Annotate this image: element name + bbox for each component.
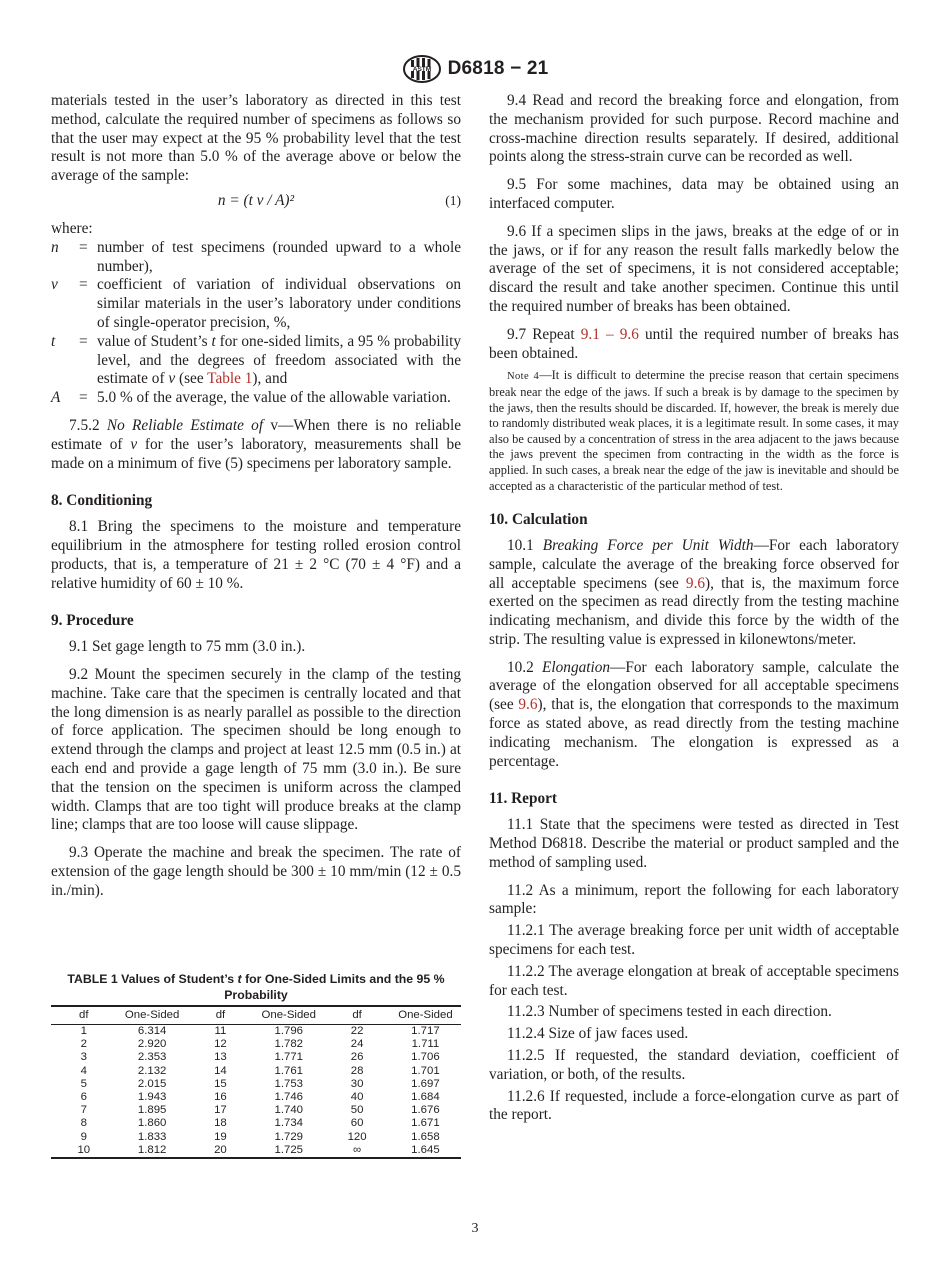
- df-cell: 4: [80, 1064, 87, 1077]
- df-cell: 16: [214, 1091, 227, 1104]
- df-cell: 19: [214, 1130, 227, 1143]
- df-cell: 1: [80, 1025, 87, 1037]
- one-sided-value-cell: 1.833: [137, 1130, 167, 1143]
- definition-a: A = 5.0 % of the average, the value of the allowable variation.: [51, 389, 451, 407]
- table-row: [51, 1117, 461, 1130]
- one-sided-value-cell: 2.353: [137, 1051, 167, 1064]
- df-cell: ∞: [353, 1143, 362, 1156]
- section-9-3: 9.3 Operate the machine and break the specimen. The rate of extension of the gage length should be 300 ± 10 mm/min (12 ± 0.5 in./min).: [51, 844, 461, 899]
- one-sided-value-cell: 1.725: [274, 1143, 304, 1156]
- page-header: [0, 52, 950, 86]
- df-cell: 30: [350, 1077, 364, 1090]
- heading-procedure: 9. Procedure: [51, 612, 134, 630]
- df-cell: 22: [350, 1025, 364, 1037]
- df-cell: 120: [347, 1130, 367, 1143]
- section-11-2: 11.2 As a minimum, report the following for each laboratory sample:: [489, 881, 899, 918]
- right-column: [489, 92, 899, 1125]
- section-11-2-5: 11.2.5 If requested, the standard deviation, coefficient of variation, or both, of the results.: [489, 1047, 899, 1083]
- section-11-2-4: 11.2.4 Size of jaw faces used.: [507, 1025, 689, 1043]
- one-sided-value-cell: 1.895: [137, 1104, 167, 1117]
- col-header-one-sided: One-Sided: [261, 1009, 316, 1021]
- one-sided-value-cell: 1.943: [137, 1091, 167, 1104]
- one-sided-value-cell: 1.771: [274, 1051, 304, 1064]
- section-9-1: 9.1 Set gage length to 75 mm (3.0 in.).: [69, 638, 306, 656]
- one-sided-value-cell: 1.717: [411, 1025, 440, 1037]
- df-cell: 50: [350, 1104, 364, 1117]
- page-number: 3: [471, 1221, 479, 1236]
- definition-t: t = value of Student’s t for one-sided limits, a 95 % probability level, and the degrees of freedom associated with the estimate of v (see Table 1), and: [51, 332, 461, 388]
- section-9-6-link[interactable]: 9.6: [685, 574, 706, 592]
- col-header-df: df: [79, 1009, 89, 1021]
- section-9-6: 9.6 If a specimen slips in the jaws, breaks at the edge of or in the jaws, or if for any reason the result falls markedly below the average of the set of specimens, it is not considered acceptable; discard the result and take another specimen. Continue this until the required number of breaks has been obtained.: [489, 222, 899, 315]
- df-cell: 7: [80, 1104, 87, 1117]
- one-sided-value-cell: 1.740: [274, 1104, 304, 1117]
- one-sided-value-cell: 1.658: [411, 1130, 440, 1143]
- df-cell: 26: [350, 1051, 364, 1064]
- section-8-1: 8.1 Bring the specimens to the moisture and temperature equilibrium in the atmosphere for testing rolled erosion control products, that is, a temperature of 21 ± 2 °C (70 ± 4 °F) and a relative humidity of 60 ± 10 %.: [51, 518, 461, 592]
- col-header-one-sided: One-Sided: [398, 1009, 453, 1021]
- one-sided-value-cell: 1.671: [411, 1117, 440, 1130]
- col-header-one-sided: One-Sided: [124, 1009, 180, 1021]
- one-sided-value-cell: 6.314: [137, 1025, 167, 1037]
- equation-text: n = (t v / A)²: [217, 191, 295, 209]
- table-1-link[interactable]: Table 1: [207, 370, 253, 388]
- df-cell: 11: [214, 1025, 227, 1037]
- one-sided-value-cell: 1.796: [274, 1025, 304, 1037]
- df-cell: 28: [350, 1064, 364, 1077]
- svg-text:ASTM: ASTM: [412, 66, 431, 73]
- df-cell: 12: [214, 1038, 227, 1051]
- where-label: where:: [51, 219, 93, 237]
- one-sided-value-cell: 2.132: [137, 1064, 167, 1077]
- df-cell: 3: [80, 1051, 87, 1064]
- one-sided-value-cell: 2.920: [137, 1038, 167, 1051]
- section-9-1-9-6-link[interactable]: 9.1 – 9.6: [580, 325, 639, 343]
- intro-paragraph: materials tested in the user’s laboratory as directed in this test method, calculate the required number of specimens as follows so that the user may expect at the 95 % probability level that the test result is not more than 5.0 % of the average above or below the average of the sample:: [51, 92, 461, 185]
- equation-number: (1): [445, 192, 461, 208]
- one-sided-value-cell: 1.697: [411, 1077, 440, 1090]
- one-sided-value-cell: 1.729: [274, 1130, 304, 1143]
- df-cell: 13: [214, 1051, 227, 1064]
- one-sided-value-cell: 1.782: [274, 1038, 304, 1051]
- df-cell: 2: [80, 1038, 87, 1051]
- one-sided-value-cell: 1.860: [137, 1117, 167, 1130]
- definition-v: v = coefficient of variation of individual observations on similar materials in the user’s laboratory under conditions of single-operator precision, %,: [51, 276, 461, 331]
- document-id: D6818 − 21: [447, 58, 549, 79]
- table-header-row: [51, 1006, 461, 1025]
- one-sided-value-cell: 1.706: [411, 1051, 440, 1064]
- one-sided-value-cell: 1.746: [274, 1091, 304, 1104]
- section-9-5: 9.5 For some machines, data may be obtained using an interfaced computer.: [489, 176, 899, 212]
- df-cell: 10: [77, 1143, 91, 1156]
- left-column: [51, 92, 461, 900]
- one-sided-value-cell: 1.812: [137, 1143, 167, 1156]
- table-row: [51, 1025, 461, 1039]
- one-sided-value-cell: 1.645: [411, 1143, 440, 1156]
- one-sided-value-cell: 1.676: [411, 1104, 440, 1117]
- one-sided-value-cell: 1.734: [274, 1117, 304, 1130]
- df-cell: 14: [214, 1064, 227, 1077]
- df-cell: 20: [214, 1143, 227, 1156]
- table-row: [51, 1078, 461, 1091]
- one-sided-value-cell: 2.015: [137, 1077, 167, 1090]
- df-cell: 24: [350, 1038, 364, 1051]
- df-cell: 15: [214, 1077, 227, 1090]
- section-11-2-1: 11.2.1 The average breaking force per unit width of acceptable specimens for each test.: [489, 922, 899, 959]
- table-row: [51, 1051, 461, 1064]
- heading-calculation: 10. Calculation: [489, 511, 588, 529]
- section-9-2: 9.2 Mount the specimen securely in the clamp of the testing machine. Take care that the specimen is centrally located and that the long dimension is as nearly parallel as possible to the direction of force application. The specimen should be long enough to extend through the clamps and project at least 12.5 mm (0.5 in.) at each end and provide a gage length of 75 mm (3.0 in.). Be sure that the tension on the specimen is uniform across the clamped width. Clamps that are too tight will produce breaks at the clamp line; clamps that are too loose will cause slippage.: [51, 665, 461, 834]
- section-9-6-link[interactable]: 9.6: [518, 696, 538, 714]
- section-11-2-6: 11.2.6 If requested, include a force-elongation curve as part of the report.: [489, 1087, 899, 1124]
- note-4: Note 4—It is difficult to determine the precise reason that certain specimens break near the edge of the jaws. If such a break is by damage to the specimen by the jaws, then the results should be discarded. If, however, the break is merely due to randomly distributed weak places, it is a legitimate result. In some cases, it may also be caused by a concentration of stress in the area adjacent to the jaws because the jaws prevent the specimen from contracting in the width as the force is applied. In such cases, a break near the edge of the jaw is inevitable and should be accepted as a characteristic of the particular method of test.: [489, 368, 899, 493]
- table-row: [51, 1038, 461, 1051]
- heading-report: 11. Report: [489, 790, 557, 808]
- one-sided-value-cell: 1.684: [411, 1091, 440, 1104]
- section-10-1: 10.1 Breaking Force per Unit Width—For each laboratory sample, calculate the average of the breaking force observed for all acceptable specimens (see 9.6), that is, the maximum force exerted on the specimen as read directly from the testing machine indicating mechanism, and divide this force by the width of the strip. The resulting value is expressed in kilonewtons/meter.: [489, 536, 900, 648]
- table-row: [51, 1091, 461, 1104]
- table-row: [51, 1104, 461, 1117]
- one-sided-value-cell: 1.701: [411, 1064, 440, 1077]
- table-1-title: TABLE 1 Values of Student’s t for One-Sided Limits and the 95 % Probability: [67, 972, 445, 1002]
- df-cell: 5: [80, 1077, 87, 1090]
- table-row: [51, 1131, 461, 1144]
- section-11-1: 11.1 State that the specimens were tested as directed in Test Method D6818. Describe the material or product sampled and the method of sampling used.: [489, 816, 899, 871]
- one-sided-value-cell: 1.753: [274, 1077, 304, 1090]
- section-7-5-2: 7.5.2 No Reliable Estimate of v—When there is no reliable estimate of v for the user’s laboratory, measurements shall be made on a minimum of five (5) specimens per laboratory sample.: [51, 416, 461, 472]
- df-cell: 60: [350, 1117, 364, 1130]
- equation-1: [51, 192, 461, 214]
- student-t-table: [51, 1005, 461, 1159]
- table-1: [51, 972, 461, 1159]
- df-cell: 9: [80, 1130, 87, 1143]
- table-row: [51, 1144, 461, 1158]
- table-body: [51, 1025, 461, 1159]
- df-cell: 6: [80, 1091, 87, 1104]
- df-cell: 8: [80, 1117, 87, 1130]
- df-cell: 17: [214, 1104, 227, 1117]
- astm-logo-icon: [402, 54, 442, 84]
- section-9-4: 9.4 Read and record the breaking force and elongation, from the mechanism provided for such purpose. Record machine and cross-machine direction results separately. If desired, additional points along the stress-strain curve can be recorded as well.: [489, 92, 899, 166]
- section-10-2: 10.2 Elongation—For each laboratory sample, calculate the average of the elongation observed for all acceptable specimens (see 9.6), that is, the elongation that corresponds to the maximum force as stated above, as read directly from the testing machine indicating mechanism. The elongation is expressed as a percentage.: [489, 658, 900, 770]
- one-sided-value-cell: 1.761: [274, 1064, 304, 1077]
- col-header-df: df: [215, 1009, 226, 1021]
- section-11-2-2: 11.2.2 The average elongation at break of acceptable specimens for each test.: [489, 962, 899, 999]
- table-row: [51, 1065, 461, 1078]
- df-cell: 40: [350, 1091, 364, 1104]
- one-sided-value-cell: 1.711: [411, 1038, 440, 1051]
- definition-n: n = number of test specimens (rounded upward to a whole number),: [51, 238, 461, 275]
- section-11-2-3: 11.2.3 Number of specimens tested in each direction.: [507, 1003, 832, 1021]
- heading-conditioning: 8. Conditioning: [51, 492, 153, 510]
- section-9-7: 9.7 Repeat 9.1 – 9.6 until the required number of breaks has been obtained.: [489, 325, 899, 362]
- df-cell: 18: [214, 1117, 227, 1130]
- col-header-df: df: [352, 1009, 362, 1021]
